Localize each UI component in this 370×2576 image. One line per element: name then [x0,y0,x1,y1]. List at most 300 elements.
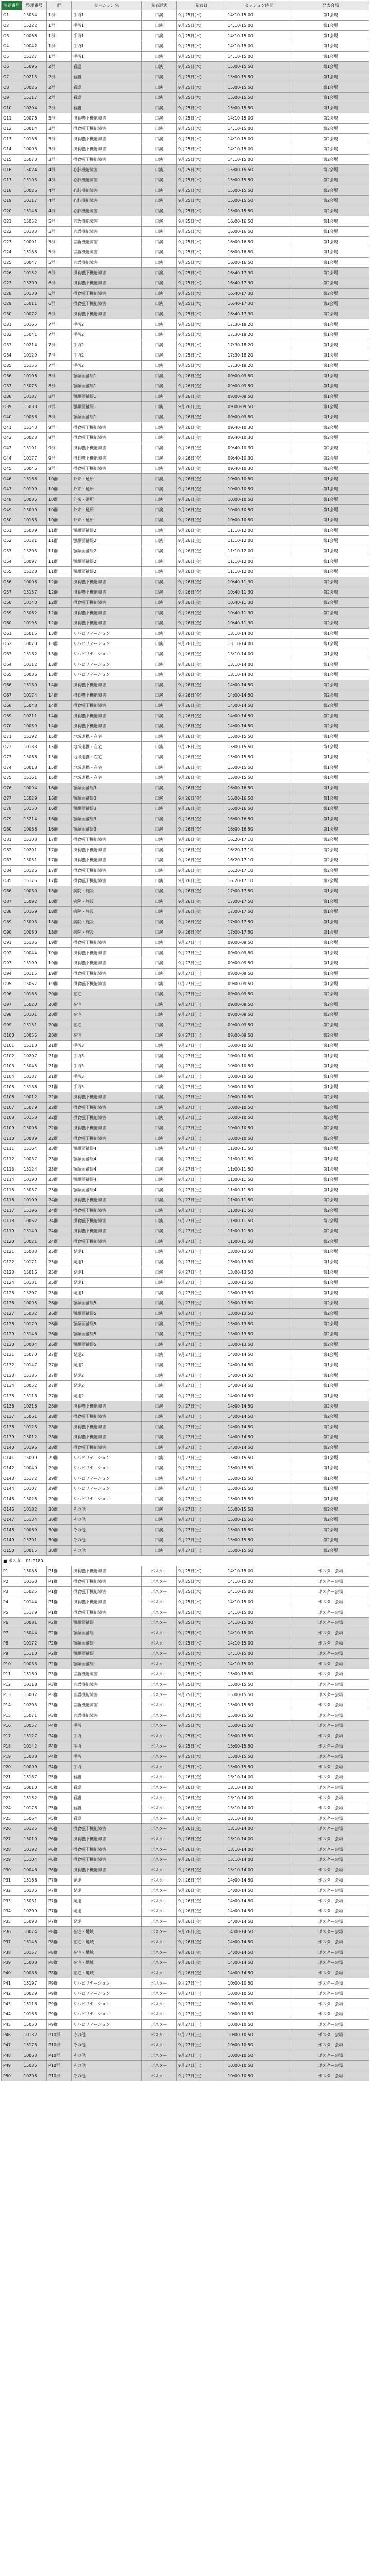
cell-time: 16:00-16:50 [226,793,292,804]
cell-abstract-no[interactable]: O89 [2,917,22,927]
cell-abstract-no[interactable]: O25 [2,258,22,268]
cell-abstract-no[interactable]: O149 [2,1535,22,1546]
cell-format: 口演 [142,1123,177,1133]
cell-abstract-no[interactable]: P12 [2,1680,22,1690]
cell-venue: 第2会場 [292,443,369,453]
cell-abstract-no[interactable]: O123 [2,1267,22,1278]
cell-session: 摂食嚥下機能障害 [72,938,142,948]
cell-abstract-no[interactable]: O137 [2,1412,22,1422]
cell-abstract-no[interactable]: P37 [2,1937,22,1947]
cell-abstract-no[interactable]: P8 [2,1638,22,1649]
cell-abstract-no[interactable]: O9 [2,93,22,103]
cell-venue: 第1会場 [292,1391,369,1401]
cell-abstract-no[interactable]: O108 [2,1113,22,1123]
cell-abstract-no[interactable]: P45 [2,2020,22,2030]
cell-abstract-no[interactable]: P39 [2,1958,22,1968]
cell-abstract-no[interactable]: O78 [2,804,22,814]
cell-venue: 第1会場 [292,639,369,649]
cell-session: 摂食嚥下機能障害 [72,1092,142,1103]
cell-abstract-no[interactable]: O57 [2,587,22,598]
cell-date: 9月25日(木) [177,93,226,103]
cell-time: 15:00-15:50 [226,1741,292,1752]
cell-group: P7群 [47,1875,72,1886]
cell-reg-no: 15192 [22,732,47,742]
cell-abstract-no[interactable]: O69 [2,711,22,721]
cell-venue: ポスター会場 [292,1824,369,1834]
cell-abstract-no[interactable]: O5 [2,52,22,62]
cell-session: 摂食嚥下機能障害 [72,969,142,979]
cell-abstract-no[interactable]: O11 [2,113,22,124]
cell-abstract-no[interactable]: P47 [2,2040,22,2050]
cell-reg-no: 15172 [22,1473,47,1484]
cell-venue: 第1会場 [292,783,369,793]
cell-abstract-no[interactable]: P17 [2,1731,22,1741]
cell-abstract-no[interactable]: O74 [2,762,22,773]
cell-abstract-no[interactable]: P48 [2,2050,22,2061]
cell-abstract-no[interactable]: O66 [2,680,22,690]
table-row [2,309,369,319]
cell-abstract-no[interactable]: O104 [2,1072,22,1082]
cell-date: 9月26日(金) [177,1886,226,1896]
cell-session: 摂食嚥下機能障害 [72,1103,142,1113]
cell-abstract-no[interactable]: O34 [2,350,22,361]
cell-abstract-no[interactable]: O41 [2,422,22,433]
cell-abstract-no[interactable]: O86 [2,886,22,896]
cell-abstract-no[interactable]: P36 [2,1927,22,1937]
cell-reg-no: 15146 [22,206,47,216]
cell-abstract-no[interactable]: O47 [2,484,22,495]
cell-abstract-no[interactable]: P5 [2,1607,22,1618]
cell-abstract-no[interactable]: O105 [2,1082,22,1092]
cell-abstract-no[interactable]: P3 [2,1587,22,1597]
cell-abstract-no[interactable]: P44 [2,2009,22,2020]
cell-abstract-no[interactable]: P22 [2,1783,22,1793]
cell-venue: 第2会場 [292,1298,369,1309]
cell-session: 摂食嚥下機能障害 [72,1824,142,1834]
cell-abstract-no[interactable]: P27 [2,1834,22,1844]
cell-format: 口演 [142,82,177,93]
cell-abstract-no[interactable]: O115 [2,1185,22,1195]
header-abstract-no[interactable]: 演題番号 [2,1,22,10]
cell-abstract-no[interactable]: O10 [2,103,22,113]
cell-date: 9月26日(金) [177,649,226,659]
cell-group: 14群 [47,680,72,690]
cell-abstract-no[interactable]: O64 [2,659,22,670]
cell-abstract-no[interactable]: O100 [2,1030,22,1041]
cell-abstract-no[interactable]: O32 [2,330,22,340]
cell-abstract-no[interactable]: O139 [2,1432,22,1443]
cell-abstract-no[interactable]: O144 [2,1484,22,1494]
cell-abstract-no[interactable]: P30 [2,1865,22,1875]
cell-venue: 第1会場 [292,886,369,896]
cell-abstract-no[interactable]: P33 [2,1896,22,1906]
cell-abstract-no[interactable]: O79 [2,814,22,824]
cell-abstract-no[interactable]: O22 [2,227,22,237]
cell-time: 09:00-09:50 [226,969,292,979]
cell-abstract-no[interactable]: P35 [2,1917,22,1927]
cell-group: 28群 [47,1412,72,1422]
cell-abstract-no[interactable]: O40 [2,412,22,422]
cell-abstract-no[interactable]: O145 [2,1494,22,1504]
cell-abstract-no[interactable]: O73 [2,752,22,762]
cell-abstract-no[interactable]: O53 [2,546,22,556]
cell-abstract-no[interactable]: O77 [2,793,22,804]
cell-abstract-no[interactable]: O59 [2,608,22,618]
cell-abstract-no[interactable]: O4 [2,41,22,52]
cell-abstract-no[interactable]: O150 [2,1546,22,1556]
cell-abstract-no[interactable]: P19 [2,1752,22,1762]
cell-abstract-no[interactable]: O44 [2,453,22,464]
cell-session: 摂食嚥下機能障害 [72,1834,142,1844]
cell-abstract-no[interactable]: O116 [2,1195,22,1206]
cell-abstract-no[interactable]: P34 [2,1906,22,1917]
cell-abstract-no[interactable]: P26 [2,1824,22,1834]
cell-abstract-no[interactable]: O54 [2,556,22,567]
cell-abstract-no[interactable]: O62 [2,639,22,649]
cell-abstract-no[interactable]: O131 [2,1350,22,1360]
cell-abstract-no[interactable]: O36 [2,371,22,381]
cell-abstract-no[interactable]: O111 [2,1144,22,1154]
cell-format: ポスター [142,1659,177,1669]
cell-abstract-no[interactable]: O85 [2,876,22,886]
cell-abstract-no[interactable]: O70 [2,721,22,732]
cell-format: 口演 [142,289,177,299]
cell-abstract-no[interactable]: O81 [2,835,22,845]
cell-abstract-no[interactable]: O124 [2,1278,22,1288]
cell-abstract-no[interactable]: O6 [2,62,22,72]
table-row [2,1247,369,1257]
cell-abstract-no[interactable]: P20 [2,1762,22,1772]
cell-venue: 第1会場 [292,412,369,422]
cell-abstract-no[interactable]: O49 [2,505,22,515]
cell-abstract-no[interactable]: P31 [2,1875,22,1886]
cell-abstract-no[interactable]: O14 [2,144,22,155]
cell-abstract-no[interactable]: P32 [2,1886,22,1896]
cell-abstract-no[interactable]: P6 [2,1618,22,1628]
cell-abstract-no[interactable]: O30 [2,309,22,319]
cell-abstract-no[interactable]: O136 [2,1401,22,1412]
cell-abstract-no[interactable]: P14 [2,1700,22,1710]
cell-venue: 第2会場 [292,289,369,299]
cell-session: 摂食嚥下機能障害 [72,113,142,124]
cell-abstract-no[interactable]: O28 [2,289,22,299]
cell-reg-no: 10070 [22,639,47,649]
cell-abstract-no[interactable]: O140 [2,1443,22,1453]
cell-abstract-no[interactable]: O8 [2,82,22,93]
cell-abstract-no[interactable]: P7 [2,1628,22,1638]
cell-abstract-no[interactable]: P46 [2,2030,22,2040]
cell-abstract-no[interactable]: P15 [2,1710,22,1721]
cell-time: 09:00-09:50 [226,402,292,412]
cell-format: ポスター [142,2071,177,2081]
cell-abstract-no[interactable]: O120 [2,1236,22,1247]
cell-abstract-no[interactable]: O58 [2,598,22,608]
cell-abstract-no[interactable]: P10 [2,1659,22,1669]
cell-abstract-no[interactable]: O119 [2,1226,22,1236]
cell-abstract-no[interactable]: O103 [2,1061,22,1072]
cell-format: 口演 [142,701,177,711]
cell-abstract-no[interactable]: O56 [2,577,22,587]
cell-abstract-no[interactable]: O132 [2,1360,22,1370]
cell-format: ポスター [142,1906,177,1917]
cell-abstract-no[interactable]: O37 [2,381,22,392]
cell-abstract-no[interactable]: P50 [2,2071,22,2081]
cell-abstract-no[interactable]: O97 [2,999,22,1010]
cell-abstract-no[interactable]: O118 [2,1216,22,1226]
cell-abstract-no[interactable]: P9 [2,1649,22,1659]
cell-abstract-no[interactable]: O42 [2,433,22,443]
cell-format: 口演 [142,515,177,526]
header-group[interactable]: 群 [47,1,72,10]
cell-abstract-no[interactable]: O21 [2,216,22,227]
cell-reg-no: 15054 [22,10,47,21]
cell-reg-no: 15088 [22,1566,47,1577]
cell-abstract-no[interactable]: O55 [2,567,22,577]
cell-abstract-no[interactable]: O39 [2,402,22,412]
cell-date: 9月26日(金) [177,598,226,608]
cell-venue: 第1会場 [292,1473,369,1484]
cell-reg-no: 10059 [22,721,47,732]
cell-abstract-no[interactable]: O143 [2,1473,22,1484]
cell-abstract-no[interactable]: P25 [2,1814,22,1824]
cell-abstract-no[interactable]: O17 [2,175,22,185]
cell-abstract-no[interactable]: O112 [2,1154,22,1164]
cell-session: 看護 [72,1793,142,1803]
cell-venue: 第1会場 [292,10,369,21]
cell-abstract-no[interactable]: O67 [2,690,22,701]
cell-group: 5群 [47,227,72,237]
cell-format: 口演 [142,227,177,237]
cell-abstract-no[interactable]: O148 [2,1525,22,1535]
cell-abstract-no[interactable]: P38 [2,1947,22,1958]
cell-abstract-no[interactable]: O51 [2,526,22,536]
cell-abstract-no[interactable]: O135 [2,1391,22,1401]
header-reg-no[interactable]: 整理番号 [22,1,47,10]
cell-abstract-no[interactable]: O61 [2,629,22,639]
cell-abstract-no[interactable]: O76 [2,783,22,793]
cell-reg-no: 15161 [22,773,47,783]
cell-abstract-no[interactable]: O18 [2,185,22,196]
header-session[interactable]: セッション名 [72,1,142,10]
cell-abstract-no[interactable]: O13 [2,134,22,144]
cell-abstract-no[interactable]: O146 [2,1504,22,1515]
cell-abstract-no[interactable]: O110 [2,1133,22,1144]
cell-date: 9月26日(金) [177,526,226,536]
cell-abstract-no[interactable]: O107 [2,1103,22,1113]
cell-abstract-no[interactable]: P42 [2,1989,22,1999]
cell-abstract-no[interactable]: O20 [2,206,22,216]
table-row [2,1267,369,1278]
cell-group: 18群 [47,896,72,907]
cell-abstract-no[interactable]: O121 [2,1247,22,1257]
cell-abstract-no[interactable]: O113 [2,1164,22,1175]
table-row [2,1360,369,1370]
cell-abstract-no[interactable]: O142 [2,1463,22,1473]
cell-session: 言語機能障害 [72,1710,142,1721]
cell-format: ポスター [142,1834,177,1844]
cell-abstract-no[interactable]: O72 [2,742,22,752]
cell-venue: 第2会場 [292,1546,369,1556]
header-time[interactable]: セッション時間 [226,1,292,10]
cell-abstract-no[interactable]: O117 [2,1206,22,1216]
cell-abstract-no[interactable]: O50 [2,515,22,526]
cell-session: 顎顔面補綴 [72,1638,142,1649]
cell-abstract-no[interactable]: O138 [2,1422,22,1432]
cell-abstract-no[interactable]: P49 [2,2061,22,2071]
cell-abstract-no[interactable]: O87 [2,896,22,907]
cell-format: 口演 [142,1175,177,1185]
header-venue[interactable]: 発表会場 [292,1,369,10]
cell-venue: ポスター会場 [292,1628,369,1638]
cell-abstract-no[interactable]: O126 [2,1298,22,1309]
cell-abstract-no[interactable]: O80 [2,824,22,835]
cell-abstract-no[interactable]: O71 [2,732,22,742]
cell-abstract-no[interactable]: O130 [2,1340,22,1350]
cell-abstract-no[interactable]: O101 [2,1041,22,1051]
cell-abstract-no[interactable]: O95 [2,979,22,989]
cell-abstract-no[interactable]: P11 [2,1669,22,1680]
cell-reg-no: 10042 [22,41,47,52]
cell-abstract-no[interactable]: P18 [2,1741,22,1752]
cell-venue: 第2会場 [292,1092,369,1103]
cell-group: P2群 [47,1659,72,1669]
cell-time: 10:00-10:50 [226,474,292,484]
cell-session: 摂食嚥下機能障害 [72,711,142,721]
cell-session: 摂食嚥下機能障害 [72,453,142,464]
cell-abstract-no[interactable]: O12 [2,124,22,134]
cell-abstract-no[interactable]: O31 [2,319,22,330]
cell-abstract-no[interactable]: O90 [2,927,22,938]
cell-abstract-no[interactable]: O98 [2,1010,22,1020]
cell-abstract-no[interactable]: O128 [2,1319,22,1329]
cell-abstract-no[interactable]: O65 [2,670,22,680]
table-row [2,1082,369,1092]
cell-abstract-no[interactable]: O33 [2,340,22,350]
header-format[interactable]: 発表形式 [142,1,177,10]
cell-venue: ポスター会場 [292,1937,369,1947]
cell-abstract-no[interactable]: O1 [2,10,22,21]
cell-abstract-no[interactable]: O15 [2,155,22,165]
cell-abstract-no[interactable]: O106 [2,1092,22,1103]
cell-abstract-no[interactable]: O114 [2,1175,22,1185]
cell-abstract-no[interactable]: P41 [2,1978,22,1989]
cell-abstract-no[interactable]: O52 [2,536,22,546]
table-row [2,1319,369,1329]
cell-abstract-no[interactable]: P1 [2,1566,22,1577]
cell-format: ポスター [142,1968,177,1978]
cell-date: 9月27日(土) [177,2030,226,2040]
cell-format: ポスター [142,1700,177,1710]
cell-abstract-no[interactable]: P24 [2,1803,22,1814]
cell-abstract-no[interactable]: O83 [2,855,22,866]
cell-format: 口演 [142,1546,177,1556]
cell-abstract-no[interactable]: O82 [2,845,22,855]
cell-abstract-no[interactable]: O24 [2,247,22,258]
cell-time: 14:00-14:50 [226,1917,292,1927]
cell-abstract-no[interactable]: O94 [2,969,22,979]
cell-date: 9月26日(金) [177,587,226,598]
cell-abstract-no[interactable]: O48 [2,495,22,505]
cell-abstract-no[interactable]: P28 [2,1844,22,1855]
cell-abstract-no[interactable]: O133 [2,1370,22,1381]
cell-abstract-no[interactable]: O68 [2,701,22,711]
cell-session: 言語機能障害 [72,227,142,237]
cell-abstract-no[interactable]: O3 [2,31,22,41]
cell-abstract-no[interactable]: O29 [2,299,22,309]
cell-abstract-no[interactable]: O7 [2,72,22,82]
cell-abstract-no[interactable]: O109 [2,1123,22,1133]
cell-time: 16:40-17:30 [226,278,292,289]
cell-abstract-no[interactable]: O147 [2,1515,22,1525]
cell-venue: ポスター会場 [292,1638,369,1649]
cell-format: ポスター [142,2009,177,2020]
cell-abstract-no[interactable]: O63 [2,649,22,659]
cell-abstract-no[interactable]: P13 [2,1690,22,1700]
cell-time: 14:00-14:50 [226,1968,292,1978]
cell-abstract-no[interactable]: P43 [2,1999,22,2009]
cell-reg-no: 10168 [22,2009,47,2020]
cell-abstract-no[interactable]: O102 [2,1051,22,1061]
cell-abstract-no[interactable]: P23 [2,1793,22,1803]
table-row [2,1443,369,1453]
cell-group: 12群 [47,608,72,618]
cell-abstract-no[interactable]: O122 [2,1257,22,1267]
cell-abstract-no[interactable]: O84 [2,866,22,876]
cell-abstract-no[interactable]: O35 [2,361,22,371]
cell-abstract-no[interactable]: O125 [2,1288,22,1298]
cell-reg-no: 10172 [22,1638,47,1649]
header-date[interactable]: 発表日 [177,1,226,10]
cell-abstract-no[interactable]: O129 [2,1329,22,1340]
cell-time: 14:10-15:00 [226,144,292,155]
cell-abstract-no[interactable]: P16 [2,1721,22,1731]
cell-abstract-no[interactable]: O2 [2,21,22,31]
cell-abstract-no[interactable]: O26 [2,268,22,278]
cell-format: ポスター [142,1741,177,1752]
cell-venue: 第2会場 [292,155,369,165]
cell-abstract-no[interactable]: O99 [2,1020,22,1030]
cell-format: ポスター [142,1587,177,1597]
cell-abstract-no[interactable]: O43 [2,443,22,453]
cell-date: 9月26日(金) [177,1824,226,1834]
cell-reg-no: 10052 [22,1381,47,1391]
cell-abstract-no[interactable]: P4 [2,1597,22,1607]
cell-abstract-no[interactable]: O46 [2,474,22,484]
cell-abstract-no[interactable]: O92 [2,948,22,958]
cell-abstract-no[interactable]: O60 [2,618,22,629]
cell-abstract-no[interactable]: O134 [2,1381,22,1391]
cell-abstract-no[interactable]: P2 [2,1577,22,1587]
cell-abstract-no[interactable]: O19 [2,196,22,206]
cell-abstract-no[interactable]: O91 [2,938,22,948]
cell-abstract-no[interactable]: P21 [2,1772,22,1783]
cell-abstract-no[interactable]: O93 [2,958,22,969]
cell-abstract-no[interactable]: O127 [2,1309,22,1319]
cell-abstract-no[interactable]: O45 [2,464,22,474]
cell-group: 23群 [47,1154,72,1164]
cell-session: 手術1 [72,10,142,21]
cell-abstract-no[interactable]: O141 [2,1453,22,1463]
cell-abstract-no[interactable]: P29 [2,1855,22,1865]
cell-abstract-no[interactable]: O23 [2,237,22,247]
cell-abstract-no[interactable]: O38 [2,392,22,402]
cell-abstract-no[interactable]: P40 [2,1968,22,1978]
cell-abstract-no[interactable]: O88 [2,907,22,917]
cell-abstract-no[interactable]: O96 [2,989,22,999]
cell-abstract-no[interactable]: O16 [2,165,22,175]
cell-abstract-no[interactable]: O75 [2,773,22,783]
cell-abstract-no[interactable]: O27 [2,278,22,289]
